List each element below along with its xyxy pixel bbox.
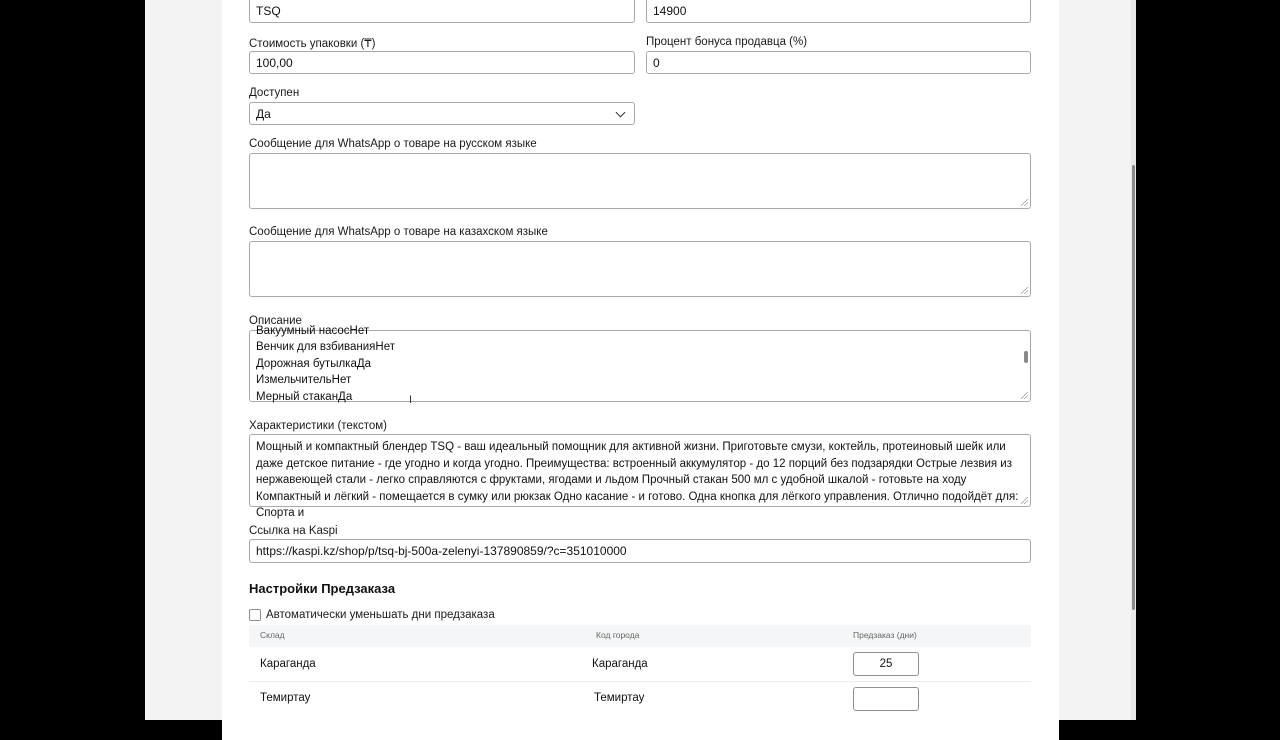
row-warehouse: Караганда (260, 658, 316, 670)
resize-grip-icon[interactable] (1021, 497, 1028, 504)
whatsapp-kz-label: Сообщение для WhatsApp о товаре на казахском языке (249, 226, 548, 238)
kaspi-link-label: Ссылка на Kaspi (249, 525, 338, 537)
row-warehouse: Темиртау (260, 692, 311, 704)
characteristics-value: Мощный и компактный блендер TSQ - ваш идеальный помощник для активной жизни. Приготовьте смузи, коктейль, протеиновый шейк или даже детское питание - где угодно и когда угодно. Преимущества: встроенный аккумулятор - до 12 порций без подзарядки Острые лезвия из нержавеющей стали - легко справляются с фруктами, ягодами и льдом Прочный стакан 500 мл с удобной шкалой - готовьте на ходу Компактный и лёгкий - помещается в сумку или рюкзак Одно касание - и готово. Одна кнопка для лёгкого управления. Отлично подойдёт для: Спорта и (256, 441, 1019, 519)
available-select-value: Да (256, 106, 271, 121)
top-right-input[interactable] (646, 0, 1031, 23)
auto-decrease-label: Автоматически уменьшать дни предзаказа (266, 609, 495, 621)
description-line: Мерный стаканДа (256, 391, 353, 403)
row-city-code: Темиртау (594, 692, 645, 704)
description-scroll-thumb[interactable] (1024, 351, 1028, 363)
seller-bonus-input[interactable] (646, 51, 1031, 74)
seller-bonus-label: Процент бонуса продавца (%) (646, 36, 808, 48)
kaspi-link-input[interactable] (249, 539, 1031, 563)
preorder-table-header (249, 625, 1031, 647)
top-right-input-value: 14900 (653, 4, 687, 18)
description-textarea[interactable] (249, 325, 1031, 403)
description-line: Дорожная бутылкаДа (256, 358, 372, 370)
column-header-city-code: Код города (596, 630, 640, 640)
preorder-days-value: 25 (879, 658, 893, 670)
packaging-cost-input[interactable] (249, 51, 635, 74)
characteristics-label: Характеристики (текстом) (249, 420, 388, 432)
top-left-input-value: TSQ (256, 4, 281, 18)
resize-grip-icon[interactable] (1021, 199, 1028, 206)
preorder-days-input[interactable] (853, 687, 919, 711)
description-line: ИзмельчительНет (256, 374, 352, 386)
resize-grip-icon[interactable] (1021, 392, 1028, 399)
page-scrollbar-thumb[interactable] (1132, 165, 1135, 610)
description-line: Вакуумный насосНет (256, 325, 370, 337)
whatsapp-ru-textarea[interactable] (249, 153, 1031, 209)
resize-grip-icon[interactable] (1021, 287, 1028, 294)
text-cursor-icon: I (409, 394, 413, 406)
available-label: Доступен (249, 87, 300, 99)
preorder-section-title: Настройки Предзаказа (249, 581, 396, 596)
column-header-preorder-days: Предзаказ (дни) (853, 630, 917, 640)
whatsapp-kz-textarea[interactable] (249, 241, 1031, 297)
row-divider (249, 681, 1031, 682)
packaging-cost-label: Стоимость упаковки (₸) (249, 38, 376, 50)
preorder-days-input[interactable] (853, 652, 919, 676)
characteristics-textarea[interactable] (249, 434, 1031, 519)
seller-bonus-value: 0 (653, 55, 660, 70)
packaging-cost-value: 100,00 (256, 55, 293, 70)
description-line: Венчик для взбиванияНет (256, 341, 395, 353)
chevron-down-icon (616, 108, 626, 118)
description-label: Описание (249, 315, 302, 327)
top-left-input[interactable] (249, 0, 635, 23)
row-city-code: Караганда (592, 658, 648, 670)
auto-decrease-checkbox[interactable] (249, 609, 261, 621)
whatsapp-ru-label: Сообщение для WhatsApp о товаре на русском языке (249, 138, 537, 150)
available-select[interactable] (249, 102, 635, 125)
column-header-warehouse: Склад (260, 630, 285, 640)
kaspi-link-value: https://kaspi.kz/shop/p/tsq-bj-500a-zelenyi-137890859/?c=351010000 (256, 544, 627, 558)
